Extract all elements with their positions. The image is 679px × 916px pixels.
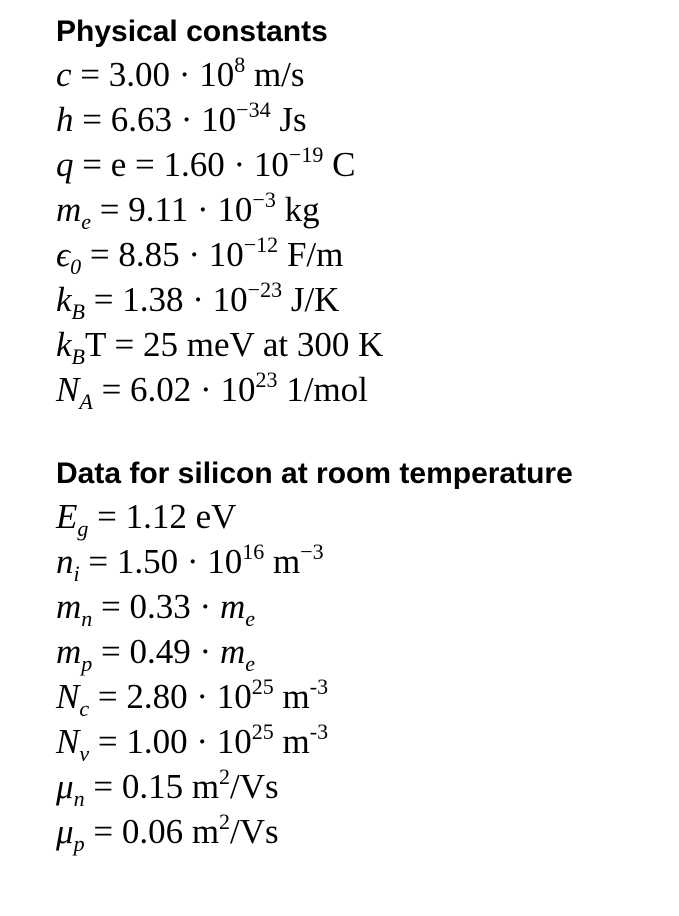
unit: m [273, 722, 310, 761]
trailing-letter: m [219, 587, 246, 626]
symbol [56, 812, 85, 856]
equation-value: = 9.11 · 10 [91, 190, 253, 229]
symbol-letter: N [56, 370, 80, 409]
unit: J/K [282, 280, 340, 319]
symbol-letter: N [56, 722, 80, 761]
equation-value: = 2.80 · 10 [89, 677, 252, 716]
formula-sheet [56, 12, 669, 854]
equation-line [56, 494, 669, 539]
exponent: 16 [242, 539, 265, 564]
exponent: −23 [247, 277, 283, 302]
symbol-subscript: 0 [70, 254, 82, 279]
unit: kg [275, 190, 320, 229]
symbol-subscript: g [77, 516, 89, 541]
symbol-subscript: n [73, 786, 85, 811]
unit-exponent: -3 [309, 719, 329, 744]
equation-value: = e = 1.60 · 10 [73, 145, 289, 184]
symbol [56, 235, 82, 279]
unit: /Vs [230, 812, 279, 851]
equation-line [56, 52, 669, 97]
symbol-letter: q [56, 145, 74, 184]
symbol-subscript: n [81, 606, 93, 631]
equation-value: = 8.85 · 10 [81, 235, 244, 274]
exponent: 2 [219, 764, 231, 789]
exponent: −19 [288, 142, 324, 167]
equation-line [56, 719, 669, 764]
exponent: −12 [243, 232, 279, 257]
symbol [56, 280, 85, 324]
equation-line [56, 539, 669, 584]
symbol [56, 100, 74, 139]
trailing-symbol [219, 587, 255, 631]
equation-line [56, 187, 669, 232]
symbol [56, 632, 93, 676]
unit: 1/mol [277, 370, 368, 409]
symbol [56, 190, 92, 234]
equation-line [56, 232, 669, 277]
silicon-data-list [56, 494, 669, 854]
exponent: 8 [234, 52, 246, 77]
symbol-letter: ϵ [56, 235, 71, 274]
unit: m [273, 677, 310, 716]
symbol-letter: k [56, 325, 72, 364]
unit-exponent: -3 [309, 674, 329, 699]
equation-value: = 0.15 m [84, 767, 220, 806]
symbol-letter: c [56, 55, 72, 94]
physical-constants-heading: Physical constants [56, 15, 328, 48]
equation-value: = 6.63 · 10 [73, 100, 237, 139]
equation-value: = 0.49 · [92, 632, 220, 671]
symbol-letter: m [56, 632, 82, 671]
equation-line [56, 629, 669, 674]
symbol-subscript: c [79, 696, 90, 721]
symbol-subscript: A [79, 389, 93, 414]
unit-exponent: −3 [300, 539, 324, 564]
equation-value: = 0.33 · [92, 587, 220, 626]
unit: m/s [245, 55, 305, 94]
trailing-subscript: e [245, 651, 255, 676]
symbol [56, 722, 90, 766]
trailing-letter: m [219, 632, 246, 671]
symbol [56, 587, 93, 631]
symbol-subscript: p [81, 651, 93, 676]
symbol [56, 542, 80, 586]
symbol-letter: n [56, 542, 74, 581]
equation-value: = 1.00 · 10 [89, 722, 252, 761]
equation-value: T = 25 meV at 300 K [85, 325, 384, 364]
exponent: 23 [255, 367, 278, 392]
symbol-letter: μ [56, 812, 74, 851]
symbol-subscript: B [71, 299, 85, 324]
section-gap [56, 412, 669, 454]
trailing-subscript: e [245, 606, 255, 631]
equation-line [56, 142, 669, 187]
unit: /Vs [230, 767, 279, 806]
equation-value: = 6.02 · 10 [92, 370, 256, 409]
symbol-letter: E [56, 497, 78, 536]
symbol-letter: m [56, 190, 82, 229]
trailing-symbol [219, 632, 255, 676]
equation-line [56, 764, 669, 809]
unit: Js [270, 100, 307, 139]
equation-line [56, 367, 669, 412]
symbol-letter: k [56, 280, 72, 319]
exponent: 2 [219, 809, 231, 834]
equation-line [56, 322, 669, 367]
symbol-letter: h [56, 100, 74, 139]
symbol [56, 677, 90, 721]
unit: C [323, 145, 356, 184]
symbol [56, 497, 89, 541]
silicon-data-heading: Data for silicon at room temperature [56, 457, 573, 490]
symbol [56, 370, 93, 414]
symbol [56, 325, 85, 369]
symbol-letter: m [56, 587, 82, 626]
equation-value: = 1.38 · 10 [85, 280, 248, 319]
symbol [56, 145, 74, 184]
exponent: 25 [251, 719, 274, 744]
equation-value: = 1.50 · 10 [79, 542, 243, 581]
symbol-subscript: v [79, 741, 90, 766]
exponent: −34 [236, 97, 271, 122]
exponent: 25 [251, 674, 274, 699]
symbol-letter: μ [56, 767, 74, 806]
symbol [56, 767, 85, 811]
equation-line [56, 809, 669, 854]
symbol [56, 55, 72, 94]
equation-line [56, 277, 669, 322]
symbol-subscript: B [71, 344, 85, 369]
unit: F/m [278, 235, 344, 274]
equation-value: = 1.12 eV [88, 497, 237, 536]
symbol-subscript: p [73, 831, 85, 856]
symbol-subscript: e [81, 209, 92, 234]
equation-line [56, 674, 669, 719]
equation-line [56, 584, 669, 629]
symbol-letter: N [56, 677, 80, 716]
unit: m [264, 542, 301, 581]
exponent: −3 [252, 187, 276, 212]
physical-constants-list [56, 52, 669, 412]
equation-line [56, 97, 669, 142]
symbol-subscript: i [73, 561, 80, 586]
equation-value: = 0.06 m [84, 812, 220, 851]
equation-value: = 3.00 · 10 [71, 55, 235, 94]
